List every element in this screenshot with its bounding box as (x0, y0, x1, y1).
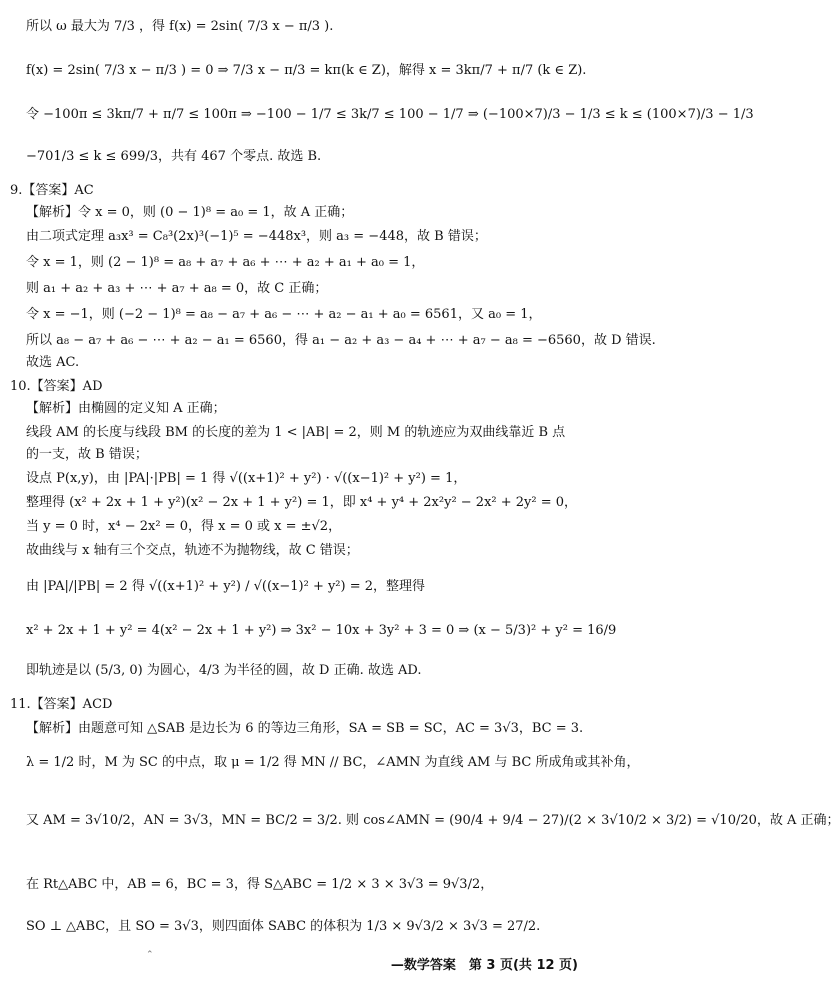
solution-line: SO ⊥ △ABC，且 SO = 3√3，则四面体 SABC 的体积为 1/3 × 9√3/2 × 3√3 = 27/2. (26, 919, 541, 934)
solution-line: 设点 P(x,y)，由 |PA|·|PB| = 1 得 √((x+1)² + y²) · √((x−1)² + y²) = 1， (26, 471, 467, 486)
solution-line: 所以 ω 最大为 7/3 ，得 f(x) = 2sin( 7/3 x − π/3 ). (26, 19, 334, 34)
solution-line: 令 x = −1，则 (−2 − 1)⁸ = a₈ − a₇ + a₆ − ⋯ + a₂ − a₁ + a₀ = 6561，又 a₀ = 1， (26, 307, 542, 322)
solution-line: 故曲线与 x 轴有三个交点，轨迹不为抛物线，故 C 错误； (26, 543, 359, 558)
solution-line: 故选 AC. (26, 355, 80, 370)
solution-line: 11.【答案】ACD (10, 697, 113, 712)
solution-line: 线段 AM 的长度与线段 BM 的长度的差为 1 < |AB| = 2，则 M 的轨迹应为双曲线靠近 B 点 (26, 425, 566, 440)
solution-line: 令 x = 1，则 (2 − 1)⁸ = a₈ + a₇ + a₆ + ⋯ + a₂ + a₁ + a₀ = 1， (26, 255, 425, 270)
solution-line: 在 Rt△ABC 中，AB = 6，BC = 3，得 S△ABC = 1/2 × 3 × 3√3 = 9√3/2， (26, 877, 494, 892)
solution-line: 令 −100π ≤ 3kπ/7 + π/7 ≤ 100π ⇒ −100 − 1/7 ≤ 3k/7 ≤ 100 − 1/7 ⇒ (−100×7)/3 − 1/3 ≤ k ≤ (100×7)/3 − 1/3 (26, 107, 754, 122)
scan-mark: ⌃ (146, 950, 154, 960)
solution-line: 由二项式定理 a₃x³ = C₈³(2x)³(−1)⁵ = −448x³，则 a₃ = −448，故 B 错误； (26, 229, 487, 244)
solution-line: 当 y = 0 时，x⁴ − 2x² = 0，得 x = 0 或 x = ±√2， (26, 519, 342, 534)
solution-line: −701/3 ≤ k ≤ 699/3，共有 467 个零点. 故选 B. (26, 149, 322, 164)
solution-line: x² + 2x + 1 + y² = 4(x² − 2x + 1 + y²) ⇒ 3x² − 10x + 3y² + 3 = 0 ⇒ (x − 5/3)² + y² = 16/9 (26, 623, 617, 638)
solution-line: 由 |PA|/|PB| = 2 得 √((x+1)² + y²) / √((x−1)² + y²) = 2，整理得 (26, 579, 426, 594)
solution-line: 又 AM = 3√10/2，AN = 3√3，MN = BC/2 = 3/2. 则 cos∠AMN = (90/4 + 9/4 − 27)/(2 × 3√10/2 × 3/2) = √10/20，故 A 正确； (26, 813, 840, 828)
solution-line: 的一支，故 B 错误； (26, 447, 148, 462)
solution-line: λ = 1/2 时，M 为 SC 的中点，取 μ = 1/2 得 MN // BC，∠AMN 为直线 AM 与 BC 所成角或其补角， (26, 755, 640, 770)
solution-line: 【解析】由题意可知 △SAB 是边长为 6 的等边三角形，SA = SB = SC，AC = 3√3，BC = 3. (26, 721, 584, 736)
solution-line: 即轨迹是以 (5/3, 0) 为圆心，4/3 为半径的圆，故 D 正确. 故选 AD. (26, 663, 422, 678)
solution-line: 【解析】由椭圆的定义知 A 正确； (26, 401, 226, 416)
solution-line: 【解析】令 x = 0，则 (0 − 1)⁸ = a₀ = 1，故 A 正确； (26, 205, 354, 220)
solution-line: 整理得 (x² + 2x + 1 + y²)(x² − 2x + 1 + y²) = 1，即 x⁴ + y⁴ + 2x²y² − 2x² + 2y² = 0， (26, 495, 578, 510)
solution-line: 10.【答案】AD (10, 379, 103, 394)
solution-line: f(x) = 2sin( 7/3 x − π/3 ) = 0 ⇒ 7/3 x − π/3 = kπ(k ∈ Z)，解得 x = 3kπ/7 + π/7 (k ∈ Z). (26, 63, 587, 78)
page-footer: —数学答案 第 3 页(共 12 页) (390, 958, 578, 973)
solution-line: 9.【答案】AC (10, 183, 94, 198)
solution-line: 则 a₁ + a₂ + a₃ + ⋯ + a₇ + a₈ = 0，故 C 正确； (26, 281, 328, 296)
solution-line: 所以 a₈ − a₇ + a₆ − ⋯ + a₂ − a₁ = 6560，得 a₁ − a₂ + a₃ − a₄ + ⋯ + a₇ − a₈ = −6560，故 D 错误. (26, 333, 656, 348)
